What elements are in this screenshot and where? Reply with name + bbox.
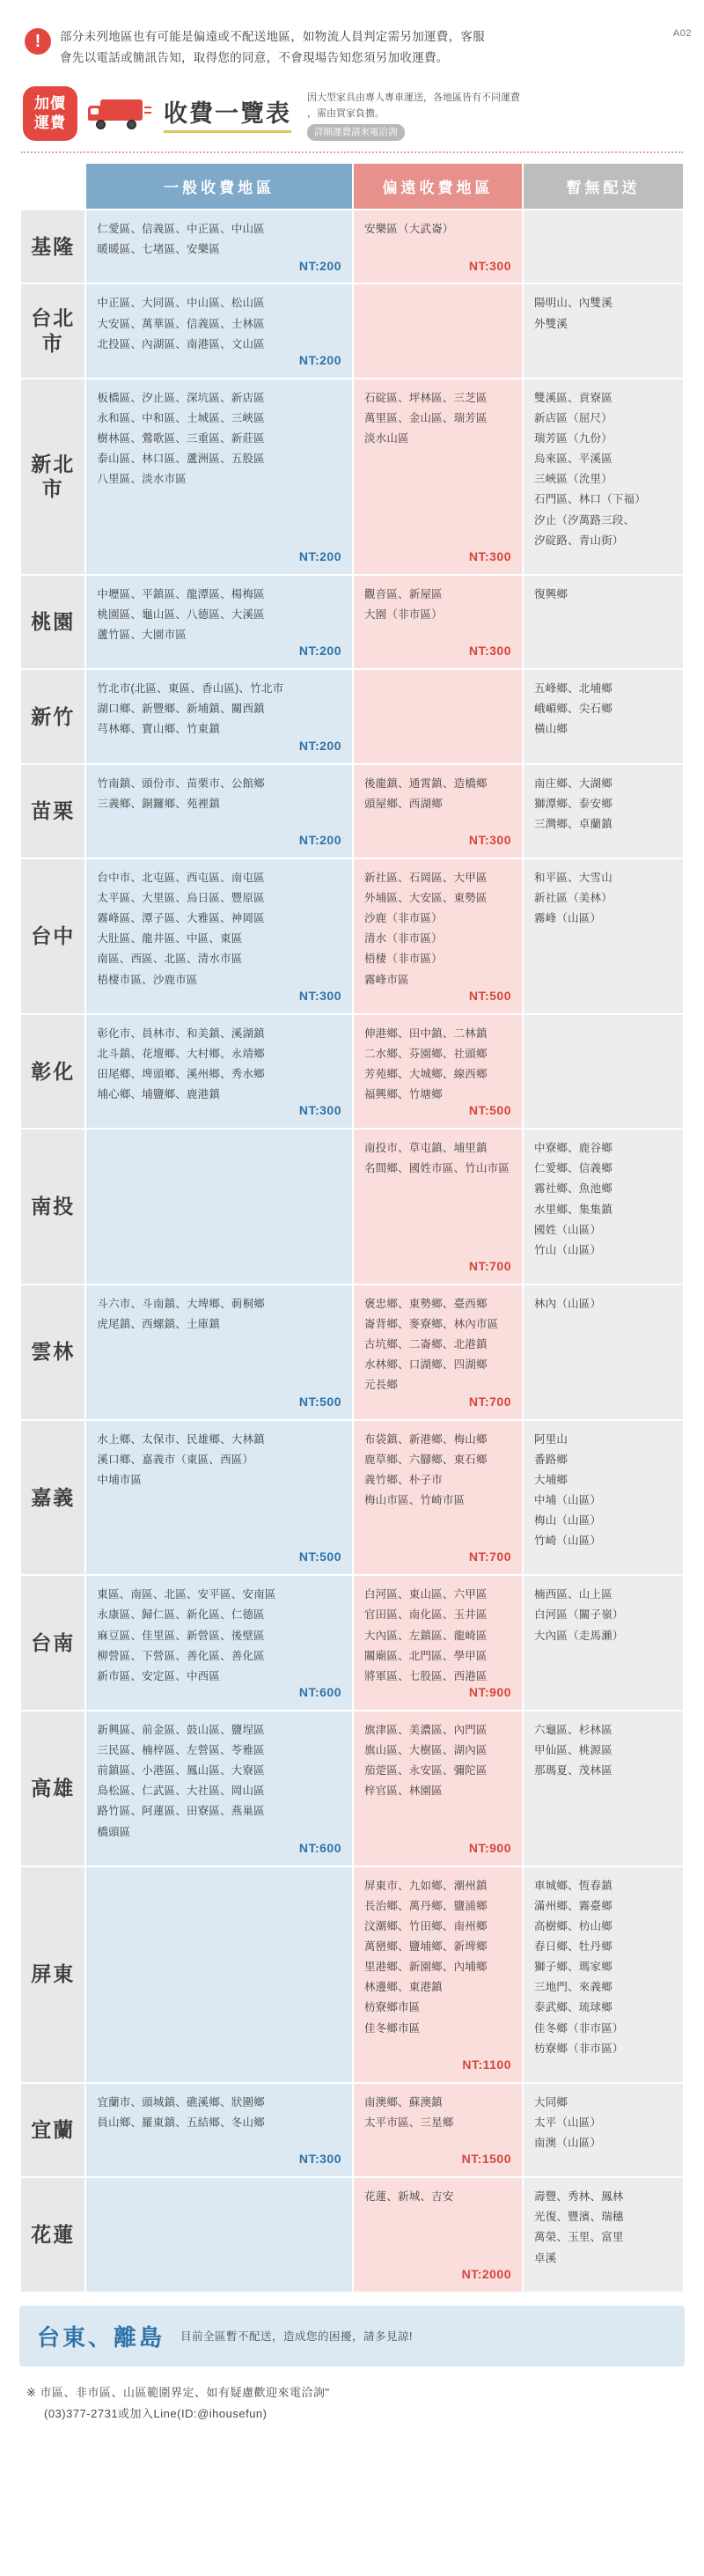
- table-row: [21, 765, 683, 857]
- no-delivery-cell-text: 和平區、大雪山 新社區（美林） 霧峰（山區）: [534, 871, 612, 925]
- fee-table: [19, 162, 685, 2293]
- remote-area-price: NT:1100: [462, 2057, 511, 2072]
- no-delivery-cell-text: 復興鄉: [534, 587, 568, 600]
- normal-area-price: NT:600: [298, 1840, 341, 1855]
- table-row: [21, 1867, 683, 2082]
- remote-area-cell-text: 白河區、東山區、六甲區 官田區、南化區、玉井區 大內區、左鎮區、龍崎區 關廟區、北門區、學甲區 將軍區、七股區、西港區: [363, 1588, 488, 1682]
- normal-area-price: NT:300: [298, 1103, 341, 1118]
- normal-area-cell-text: 仁愛區、信義區、中正區、中山區 暖暖區、七堵區、安樂區: [97, 223, 265, 256]
- remote-area-cell: [354, 576, 522, 668]
- table-row: [21, 1130, 683, 1284]
- no-delivery-cell: [524, 210, 683, 283]
- normal-area-price: NT:500: [298, 1394, 341, 1409]
- normal-area-price: NT:200: [298, 258, 341, 273]
- table-row: [21, 859, 683, 1013]
- fee-schedule-page: [0, 23, 704, 2576]
- remote-area-cell: [354, 670, 522, 762]
- no-delivery-cell-text: 阿里山 番路鄉 大埔鄉 中埔（山區） 梅山（山區） 竹崎（山區）: [534, 1432, 602, 1548]
- remote-area-cell: [354, 2084, 522, 2176]
- normal-area-price: NT:200: [298, 738, 341, 753]
- no-delivery-cell: [524, 284, 683, 377]
- remote-area-price: NT:2000: [461, 2266, 511, 2281]
- remote-area-price: NT:700: [468, 1394, 511, 1409]
- table-row: [21, 670, 683, 762]
- footnote-line-2: (03)377-2731或加入Line(ID:@ihousefun): [44, 2407, 268, 2421]
- normal-area-cell: [86, 1015, 352, 1129]
- island-notice: [19, 2306, 685, 2366]
- contact-link[interactable]: 詳細運費請來電洽詢: [307, 124, 405, 141]
- no-delivery-cell: [524, 859, 683, 1013]
- normal-area-price: NT:200: [298, 352, 341, 367]
- no-delivery-cell: [524, 1711, 683, 1866]
- remote-area-cell: [354, 1130, 522, 1284]
- no-delivery-cell-text: 楠西區、山上區 白河區（關子嶺） 大內區（走馬瀨）: [534, 1588, 624, 1642]
- region-label: 嘉義: [21, 1421, 84, 1575]
- notice-line-2: 會先以電話或簡訊告知，取得您的同意，不會現場告知您須另加收運費。: [60, 50, 449, 64]
- header-note-line1: 因大型家具由專人專車運送，各地區皆有不同運費: [307, 92, 520, 104]
- remote-area-cell: [354, 1015, 522, 1129]
- no-delivery-cell: [524, 765, 683, 857]
- no-delivery-cell-text: 陽明山、內雙溪 外雙溪: [534, 297, 612, 330]
- remote-area-cell-text: 屏東市、九如鄉、潮州鎮 長治鄉、萬丹鄉、鹽浦鄉 汶潮鄉、竹田鄉、南州鄉 萬巒鄉、鹽埔鄉、新埤鄉 里港鄉、新園鄉、內埔鄉 林邊鄉、東港鎮 枋寮鄉市區 佳冬鄉市區: [363, 1879, 488, 2035]
- remote-area-cell: [354, 1711, 522, 1866]
- remote-area-cell-text: 布袋鎮、新港鄉、梅山鄉 鹿草鄉、六腳鄉、東石鄉 義竹鄉、朴子市 梅山市區、竹崎市區: [363, 1432, 488, 1506]
- normal-area-cell-text: 板橋區、汐止區、深坑區、新店區 永和區、中和區、土城區、三峽區 樹林區、鶯歌區、三重區、新莊區 泰山區、林口區、蘆洲區、五股區 八里區、淡水市區: [97, 391, 265, 486]
- no-delivery-cell: [524, 2084, 683, 2176]
- header-note: [307, 85, 520, 141]
- no-delivery-cell: [524, 1421, 683, 1575]
- notice-banner: [19, 23, 685, 77]
- remote-area-cell-text: 觀音區、新屋區 大園（非市區）: [363, 587, 443, 621]
- no-delivery-cell: [524, 576, 683, 668]
- region-label: 基隆: [21, 210, 84, 283]
- normal-area-cell-text: 水上鄉、太保市、民雄鄉、大林鎮 溪口鄉、嘉義市（東區、西區） 中埔市區: [97, 1432, 265, 1486]
- table-row: [21, 1015, 683, 1129]
- normal-area-cell: [86, 284, 352, 377]
- no-delivery-cell: [524, 1285, 683, 1419]
- normal-area-cell-text: 斗六市、斗南鎮、大埤鄉、莿桐鄉 虎尾鎮、西螺鎮、土庫鎮: [97, 1297, 265, 1331]
- remote-area-cell-text: 南投市、草屯鎮、埔里鎮 名間鄉、國姓市區、竹山市區: [363, 1142, 510, 1175]
- normal-area-price: NT:300: [298, 2152, 341, 2167]
- remote-area-cell-text: 南澳鄉、蘇澳鎮 太平市區、三星鄉: [363, 2095, 454, 2129]
- remote-area-cell-text: 花蓮、新城、吉安: [363, 2190, 454, 2204]
- normal-area-cell-text: 東區、南區、北區、安平區、安南區 永康區、歸仁區、新化區、仁德區 麻豆區、佳里區、新營區、後壁區 柳營區、下營區、善化區、善化區 新市區、安定區、中西區: [97, 1588, 276, 1682]
- notice-text: [60, 26, 485, 68]
- remote-area-cell-text: 石碇區、坪林區、三芝區 萬里區、金山區、瑞芳區 淡水山區: [363, 391, 488, 445]
- table-row: [21, 2084, 683, 2176]
- table-row: [21, 1421, 683, 1575]
- header-remote-area: 偏遠收費地區: [354, 164, 522, 209]
- no-delivery-cell: [524, 1130, 683, 1284]
- normal-area-cell-text: 新興區、前金區、鼓山區、鹽埕區 三民區、楠梓區、左營區、苓雅區 前鎮區、小港區、鳳山區、大寮區 鳥松區、仁武區、大社區、岡山區 路竹區、阿蓮區、田寮區、燕巢區 橋頭區: [97, 1723, 265, 1838]
- page-title-text: 收費一覽表: [164, 94, 291, 133]
- no-delivery-cell-text: 大同鄉 太平（山區） 南澳（山區）: [534, 2095, 602, 2150]
- normal-area-price: NT:300: [298, 988, 341, 1003]
- footnote-line-1: ※ 市區、非市區、山區範圍界定、如有疑慮歡迎來電洽詢": [26, 2385, 330, 2399]
- normal-area-cell: [86, 2178, 352, 2292]
- table-row: [21, 1576, 683, 1710]
- surcharge-badge-line1: 加價: [34, 95, 66, 113]
- no-delivery-cell: [524, 670, 683, 762]
- no-delivery-cell-text: 南庄鄉、大湖鄉 獅潭鄉、泰安鄉 三灣鄉、卓蘭鎮: [534, 776, 612, 830]
- no-delivery-cell-text: 五峰鄉、北埔鄉 峨嵋鄉、尖石鄉 橫山鄉: [534, 682, 612, 736]
- region-label: 雲林: [21, 1285, 84, 1419]
- no-delivery-cell: [524, 379, 683, 574]
- normal-area-price: NT:600: [298, 1685, 341, 1700]
- remote-area-price: NT:900: [468, 1685, 511, 1700]
- region-label: 桃園: [21, 576, 84, 668]
- remote-area-cell-text: 伸港鄉、田中鎮、二林鎮 二水鄉、芬園鄉、社頭鄉 芳苑鄉、大城鄉、線西鄉 福興鄉、竹塘鄉: [363, 1027, 488, 1101]
- no-delivery-cell-text: 雙溪區、貢寮區 新店區（屈尺） 瑞芳區（九份） 烏來區、平溪區 三峽區（沇里） 石門區、林口（下福） 汐止（汐萬路三段、 汐碇路、青山街）: [534, 391, 647, 547]
- table-header-row: [21, 164, 683, 209]
- normal-area-cell: [86, 576, 352, 668]
- normal-area-cell-text: 中壢區、平鎮區、龍潭區、楊梅區 桃園區、龜山區、八德區、大溪區 蘆竹區、大園市區: [97, 587, 265, 642]
- header-blank: [21, 164, 84, 209]
- remote-area-cell: [354, 1867, 522, 2082]
- normal-area-cell: [86, 765, 352, 857]
- no-delivery-cell-text: 中寮鄉、鹿谷鄉 仁愛鄉、信義鄉 霧社鄉、魚池鄉 水里鄉、集集鎮 國姓（山區） 竹山（山區）: [534, 1142, 612, 1256]
- remote-area-price: NT:700: [468, 1259, 511, 1274]
- remote-area-cell: [354, 859, 522, 1013]
- remote-area-cell: [354, 210, 522, 283]
- notice-line-1: 部分未列地區也有可能是偏遠或不配送地區，如物流人員判定需另加運費，客服: [60, 30, 485, 43]
- normal-area-cell-text: 中正區、大同區、中山區、松山區 大安區、萬華區、信義區、士林區 北投區、內湖區、南港區、文山區: [97, 297, 265, 350]
- table-row: [21, 1711, 683, 1866]
- remote-area-price: NT:300: [468, 258, 511, 273]
- header-normal-area: 一般收費地區: [86, 164, 352, 209]
- normal-area-cell: [86, 1130, 352, 1284]
- normal-area-cell: [86, 210, 352, 283]
- remote-area-price: NT:300: [468, 644, 511, 659]
- no-delivery-cell: [524, 1015, 683, 1129]
- page-code: A02: [672, 28, 692, 39]
- region-label: 新北市: [21, 379, 84, 574]
- remote-area-price: NT:700: [468, 1549, 511, 1564]
- remote-area-cell-text: 後龍鎮、通霄鎮、造橋鄉 頭屋鄉、西湖鄉: [363, 776, 488, 810]
- normal-area-price: NT:500: [298, 1549, 341, 1564]
- region-label: 台中: [21, 859, 84, 1013]
- normal-area-cell-text: 竹南鎮、頭份市、苗栗市、公館鄉 三義鄉、銅鑼鄉、苑裡鎮: [97, 776, 265, 810]
- table-row: [21, 576, 683, 668]
- no-delivery-cell-text: 林內（山區）: [534, 1297, 602, 1310]
- remote-area-cell-text: 旗津區、美濃區、內門區 旗山區、大樹區、湖內區 茄萣區、永安區、彌陀區 梓官區、林園區: [363, 1723, 488, 1798]
- remote-area-cell: [354, 765, 522, 857]
- remote-area-cell-text: 褒忠鄉、東勢鄉、臺西鄉 崙背鄉、麥寮鄉、林內市區 古坑鄉、二崙鄉、北港鎮 水林鄉、口湖鄉、四湖鄉 元長鄉: [363, 1297, 499, 1392]
- region-label: 花蓮: [21, 2178, 84, 2292]
- remote-area-price: NT:1500: [461, 2152, 511, 2167]
- table-row: [21, 210, 683, 283]
- normal-area-cell-text: 宜蘭市、頭城鎮、礁溪鄉、狀圍鄉 員山鄉、羅東鎮、五結鄉、冬山鄉: [97, 2095, 265, 2129]
- header-no-delivery: 暫無配送: [524, 164, 683, 209]
- page-title: [164, 94, 291, 133]
- no-delivery-cell-text: 壽豐、秀林、鳳林 光復、豐濱、瑞穗 萬榮、玉里、富里 卓溪: [534, 2190, 624, 2264]
- normal-area-price: NT:200: [298, 644, 341, 659]
- region-label: 南投: [21, 1130, 84, 1284]
- island-title: 台東、離島: [37, 2323, 165, 2351]
- no-delivery-cell-text: 六龜區、杉林區 甲仙區、桃源區 那瑪夏、茂林區: [534, 1723, 612, 1777]
- table-row: [21, 2178, 683, 2292]
- normal-area-cell: [86, 2084, 352, 2176]
- remote-area-cell: [354, 1576, 522, 1710]
- table-row: [21, 379, 683, 574]
- remote-area-price: NT:300: [468, 548, 511, 563]
- normal-area-cell-text: 台中市、北屯區、西屯區、南屯區 太平區、大里區、烏日區、豐原區 霧峰區、潭子區、大雅區、神岡區 大肚區、龍井區、中區、東區 南區、西區、北區、清水市區 梧棲市區、沙鹿市區: [97, 871, 265, 986]
- table-row: [21, 1285, 683, 1419]
- remote-area-cell: [354, 1421, 522, 1575]
- normal-area-price: NT:200: [298, 833, 341, 848]
- normal-area-cell: [86, 1285, 352, 1419]
- remote-area-cell-text: 新社區、石岡區、大甲區 外埔區、大安區、東勢區 沙鹿（非市區） 清水（非市區） 梧棲（非市區） 霧峰市區: [363, 871, 488, 986]
- normal-area-cell: [86, 379, 352, 574]
- exclamation-icon: !: [25, 28, 51, 55]
- normal-area-cell: [86, 1867, 352, 2082]
- remote-area-price: NT:500: [468, 1103, 511, 1118]
- surcharge-badge: [23, 86, 77, 141]
- region-label: 台南: [21, 1576, 84, 1710]
- delivery-truck-icon: [88, 96, 153, 131]
- region-label: 高雄: [21, 1711, 84, 1866]
- no-delivery-cell-text: 車城鄉、恆春鎮 滿州鄉、霧臺鄉 高樹鄉、枋山鄉 春日鄉、牡丹鄉 獅子鄉、瑪家鄉 三地門、來義鄉 泰武鄉、琉球鄉 佳冬鄉（非市區） 枋寮鄉（非市區）: [534, 1879, 624, 2055]
- header-band: [19, 80, 685, 150]
- region-label: 苗栗: [21, 765, 84, 857]
- no-delivery-cell: [524, 2178, 683, 2292]
- normal-area-price: NT:200: [298, 548, 341, 563]
- region-label: 台北市: [21, 284, 84, 377]
- remote-area-cell: [354, 1285, 522, 1419]
- footnote: [19, 2381, 685, 2450]
- normal-area-cell: [86, 1576, 352, 1710]
- region-label: 屏東: [21, 1867, 84, 2082]
- header-note-line2: ，需由買家負擔。: [307, 107, 385, 119]
- region-label: 新竹: [21, 670, 84, 762]
- divider: [21, 151, 683, 153]
- remote-area-cell: [354, 284, 522, 377]
- normal-area-cell-text: 彰化市、員林市、和美鎮、溪湖鎮 北斗鎮、花壇鄉、大村鄉、永靖鄉 田尾鄉、埤頭鄉、溪州鄉、秀水鄉 埔心鄉、埔鹽鄉、鹿港鎮: [97, 1027, 265, 1101]
- no-delivery-cell: [524, 1867, 683, 2082]
- remote-area-cell: [354, 379, 522, 574]
- remote-area-price: NT:900: [468, 1840, 511, 1855]
- surcharge-badge-line2: 運費: [34, 114, 66, 131]
- remote-area-cell-text: 安樂區（大武崙）: [363, 223, 454, 236]
- region-label: 彰化: [21, 1015, 84, 1129]
- normal-area-cell-text: 竹北市(北區、東區、香山區)、竹北市 湖口鄉、新豐鄉、新埔鎮、關西鎮 芎林鄉、寶山鄉、竹東鎮: [97, 682, 284, 736]
- remote-area-price: NT:300: [468, 833, 511, 848]
- normal-area-cell: [86, 1421, 352, 1575]
- remote-area-price: NT:500: [468, 988, 511, 1003]
- region-label: 宜蘭: [21, 2084, 84, 2176]
- normal-area-cell: [86, 1711, 352, 1866]
- island-note: 目前全區暫不配送，造成您的困擾，請多見諒!: [180, 2330, 413, 2344]
- normal-area-cell: [86, 670, 352, 762]
- no-delivery-cell: [524, 1576, 683, 1710]
- normal-area-cell: [86, 859, 352, 1013]
- table-row: [21, 284, 683, 377]
- remote-area-cell: [354, 2178, 522, 2292]
